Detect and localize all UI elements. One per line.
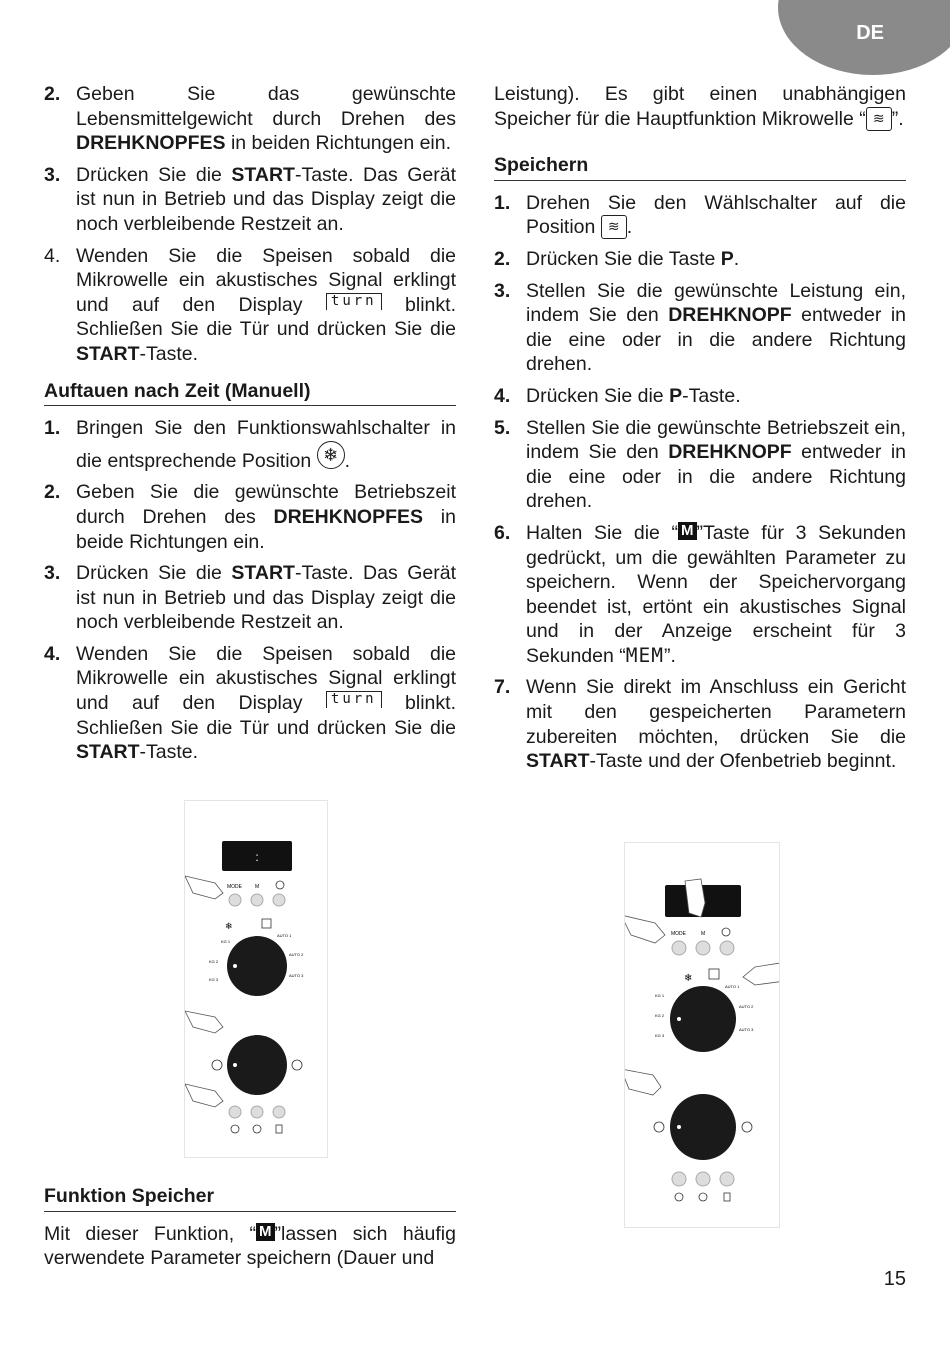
list-item (44, 244, 456, 367)
list-item (494, 416, 906, 514)
item-text: Drücken Sie die START-Taste. Das Gerät ist nun in Betrieb und das Display zeigt die noch verbleibende Restzeit an. (76, 163, 456, 235)
kg1-label: KG 1 (655, 993, 665, 998)
mode-label: MODE (227, 884, 242, 890)
control-panel-svg-1 (185, 801, 327, 1157)
microwave-icon (709, 969, 719, 979)
mode-button[interactable] (672, 941, 686, 955)
item-number: 7. (494, 676, 511, 699)
pointing-hand-icon (185, 1084, 223, 1107)
microwave-icon (262, 919, 271, 928)
list-item (494, 521, 906, 669)
item-number: 3. (44, 562, 61, 585)
list-item (494, 247, 906, 272)
section-heading-defrost: Auftauen nach Zeit (Manuell) (44, 379, 456, 407)
display-text: : (255, 850, 259, 864)
knob-indicator (233, 964, 237, 968)
item-text: Stellen Sie die gewünschte Leistung ein, indem Sie den DREHKNOPF entweder in die eine oder in die andere Richtung drehen. (526, 279, 906, 376)
stop-button[interactable] (251, 1106, 263, 1118)
item-number: 4. (44, 642, 61, 665)
control-panel-svg-2 (625, 843, 779, 1227)
list-item (44, 82, 456, 156)
stop-icon (699, 1193, 707, 1201)
page-number: 15 (883, 1268, 906, 1290)
section-heading-memory: Funktion Speicher (44, 1184, 456, 1212)
lock-button[interactable] (273, 1106, 285, 1118)
item-number: 4. (44, 244, 61, 267)
pointing-hand-icon (185, 1011, 223, 1033)
item-number: 1. (44, 417, 61, 440)
list-item (44, 561, 456, 635)
list-item (44, 642, 456, 765)
control-panel-illustration-2 (624, 842, 780, 1228)
auto2-label: AUTO 2 (739, 1004, 754, 1009)
left-column (44, 82, 456, 772)
item-text: Geben Sie das gewünschte Lebensmittelgewicht durch Drehen des DREHKNOPFES in beiden Richtungen ein. (76, 83, 456, 155)
clock-icon (276, 881, 284, 889)
start-button[interactable] (229, 1106, 241, 1118)
item-number: 2. (494, 247, 511, 270)
auto1-label: AUTO 1 (725, 984, 740, 989)
list-item (494, 191, 906, 240)
item-text: Stellen Sie die gewünschte Betriebszeit ein, indem Sie den DREHKNOPF entweder in die eine oder in die andere Richtung drehen. (526, 416, 906, 513)
instruction-list-2 (44, 416, 456, 765)
auto2-label: AUTO 2 (289, 952, 304, 957)
item-text: Wenden Sie die Speisen sobald die Mikrowelle ein akustisches Signal erklingt und auf den Display turn blinkt. Schließen Sie die Tür und drücken Sie die START-Taste. (76, 642, 456, 764)
play-icon (231, 1125, 239, 1133)
defrost-icon: ❄ (225, 921, 233, 931)
m-label: M (255, 884, 260, 890)
item-text: Drücken Sie die START-Taste. Das Gerät ist nun in Betrieb und das Display zeigt die noch verbleibende Restzeit an. (76, 562, 456, 634)
play-icon (675, 1193, 683, 1201)
list-item (44, 163, 456, 237)
minus-icon (654, 1122, 664, 1132)
lock-icon (276, 1125, 282, 1133)
item-text: Geben Sie die gewünschte Betriebszeit durch Drehen des DREHKNOPFES in beide Richtungen ein. (76, 481, 456, 553)
item-number: 6. (494, 521, 511, 544)
item-number: 2. (44, 83, 61, 105)
item-text: Wenden Sie die Speisen sobald die Mikrowelle ein akustisches Signal erklingt und auf den Display turn blinkt. Schließen Sie die Tür und drücken Sie die START-Taste. (76, 244, 456, 365)
item-number: 3. (494, 279, 511, 302)
item-number: 5. (494, 416, 511, 439)
lock-button[interactable] (720, 1172, 734, 1186)
memory-button[interactable] (251, 894, 263, 906)
kg3-label: KG 3 (209, 977, 219, 982)
stop-button[interactable] (696, 1172, 710, 1186)
save-instruction-list (494, 191, 906, 774)
item-number: 3. (44, 163, 61, 186)
kg2-label: KG 2 (655, 1013, 665, 1018)
pointing-hand-icon (625, 1069, 661, 1095)
stop-icon (253, 1125, 261, 1133)
item-text: Bringen Sie den Funktionswahlschalter in die entsprechende Position ❄ . (76, 417, 456, 472)
left-column-bottom (44, 1172, 456, 1271)
list-item (494, 384, 906, 409)
item-text: Wenn Sie direkt im Anschluss ein Gericht mit den gespeicherten Parametern zubereiten möchten, drücken Sie die START-Taste und der Ofenbetrieb beginnt. (526, 676, 906, 773)
list-item (44, 416, 456, 473)
kg2-label: KG 2 (209, 959, 219, 964)
memory-intro-paragraph: Mit dieser Funktion, “ M ”lassen sich häufig verwendete Parameter speichern (Dauer und (44, 1222, 456, 1270)
item-number: 1. (494, 191, 511, 214)
lock-icon (724, 1193, 730, 1201)
item-text: Halten Sie die “ M ”Taste für 3 Sekunden gedrückt, um die gewählten Parameter zu speichern. Wenn der Speichervorgang beendet ist, ertönt ein akustisches Signal und in der Anzeige erscheint für 3 Sekunden “MEM”. (526, 521, 906, 667)
item-text: Drehen Sie den Wählschalter auf die Position ≋ . (526, 191, 906, 239)
memory-button[interactable] (696, 941, 710, 955)
knob-indicator (677, 1017, 681, 1021)
item-text: Drücken Sie die Taste P. (526, 247, 740, 270)
auto1-label: AUTO 1 (277, 933, 292, 938)
item-number: 2. (44, 481, 61, 504)
kg3-label: KG 3 (655, 1033, 665, 1038)
memory-intro-continued: Leistung). Es gibt einen unabhängigen Speicher für die Hauptfunktion Mikrowelle “ ≋ ”. (494, 83, 906, 130)
pointing-hand-icon (185, 876, 223, 899)
mode-label: MODE (671, 931, 686, 937)
right-column (494, 82, 906, 781)
auto3-label: AUTO 3 (739, 1027, 754, 1032)
plus-icon (292, 1060, 302, 1070)
knob-indicator (677, 1125, 681, 1129)
clock-button[interactable] (720, 941, 734, 955)
control-panel-illustration-1 (184, 800, 328, 1158)
clock-icon (722, 928, 730, 936)
knob-indicator (233, 1063, 237, 1067)
auto3-label: AUTO 3 (289, 973, 304, 978)
language-label: DE (856, 22, 884, 44)
item-text: Drücken Sie die P-Taste. (526, 384, 741, 407)
clock-button[interactable] (273, 894, 285, 906)
mode-button[interactable] (229, 894, 241, 906)
pointing-hand-icon (625, 915, 665, 943)
list-item (494, 279, 906, 377)
start-button[interactable] (672, 1172, 686, 1186)
minus-icon (212, 1060, 222, 1070)
item-number: 4. (494, 384, 511, 407)
list-item (494, 675, 906, 773)
defrost-icon: ❄ (684, 973, 693, 984)
list-item (44, 480, 456, 554)
m-label: M (701, 931, 706, 937)
section-heading-save: Speichern (494, 153, 906, 181)
plus-icon (742, 1122, 752, 1132)
pointing-hand-icon (743, 961, 779, 985)
kg1-label: KG 1 (221, 939, 231, 944)
instruction-list-1 (44, 82, 456, 367)
